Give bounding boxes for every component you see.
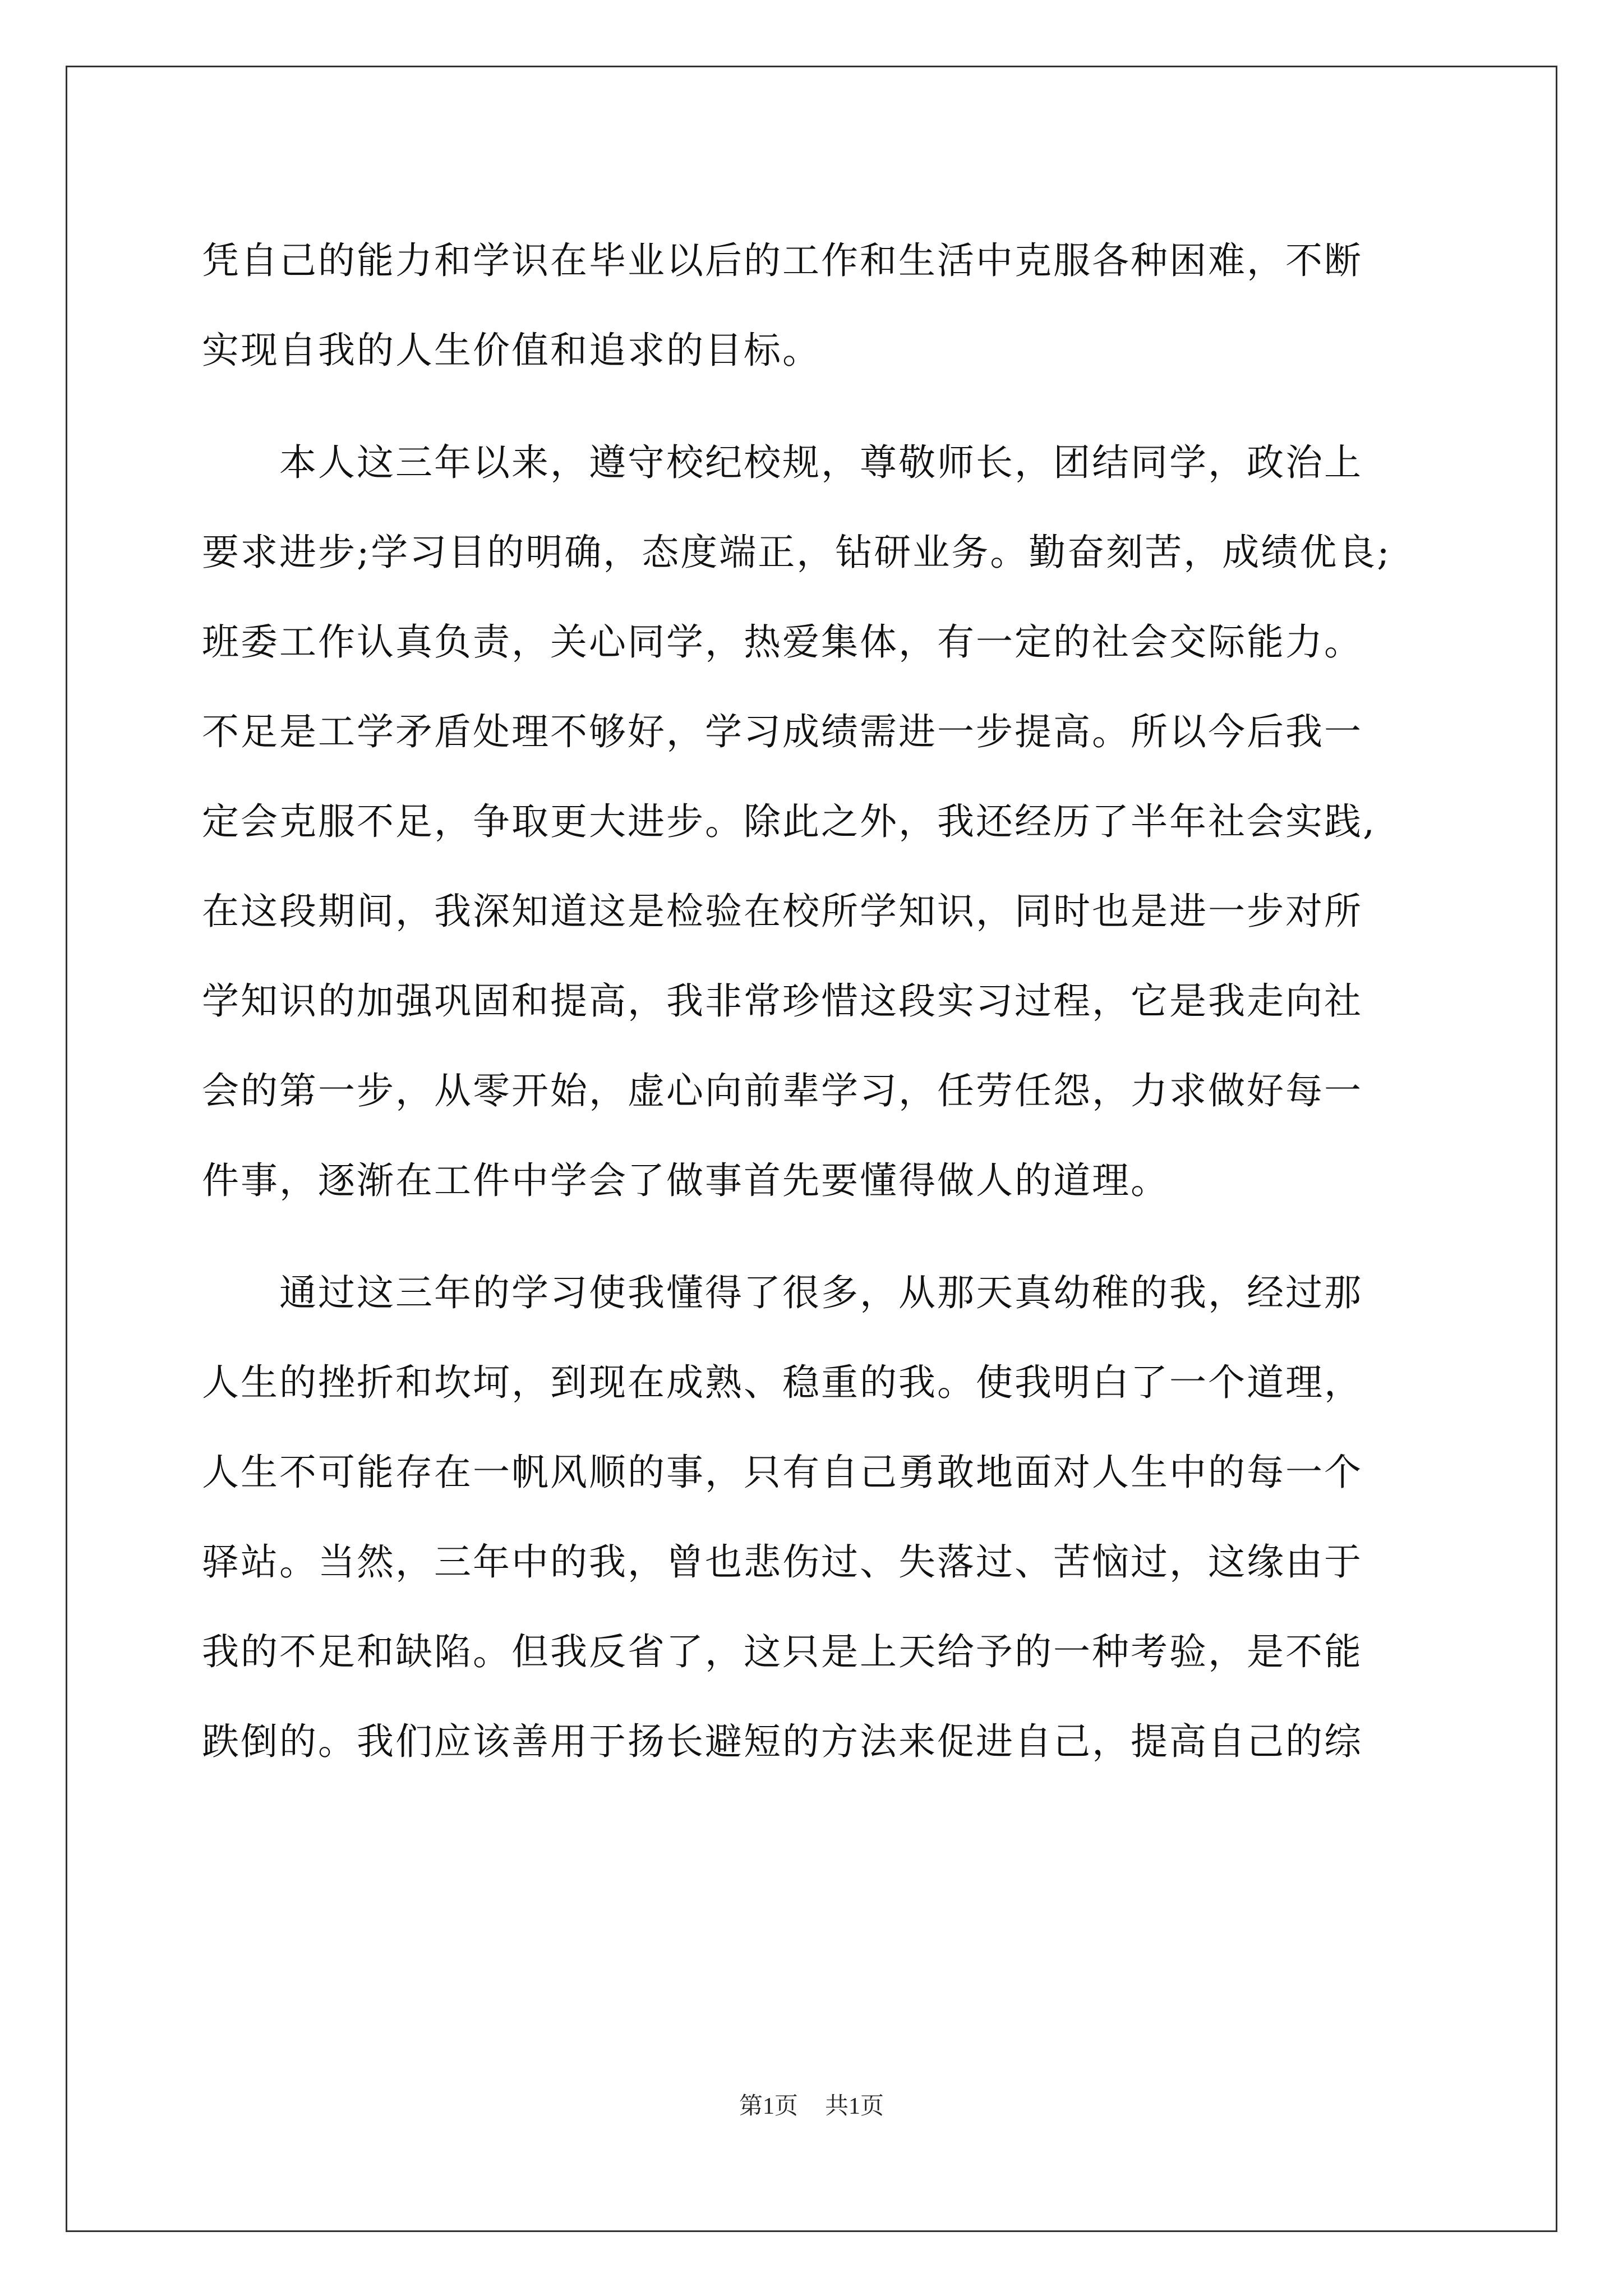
text-line: 我的不足和缺陷。但我反省了，这只是上天给予的一种考验，是不能 [202, 1630, 1363, 1673]
text-line: 跌倒的。我们应该善用于扬长避短的方法来促进自己，提高自己的综 [202, 1720, 1363, 1763]
text-line: 实现自我的人生价值和追求的目标。 [202, 329, 821, 372]
text-line: 人生不可能存在一帆风顺的事，只有自己勇敢地面对人生中的每一个 [202, 1451, 1363, 1494]
paragraph-start-line: 本人这三年以来，遵守校纪校规，尊敬师长，团结同学，政治上 [279, 441, 1363, 484]
document-body [202, 216, 1430, 1787]
paragraph-start-line: 通过这三年的学习使我懂得了很多，从那天真幼稚的我，经过那 [279, 1271, 1363, 1314]
text-line: 班委工作认真负责，关心同学，热爱集体，有一定的社会交际能力。 [202, 620, 1363, 664]
page-footer [0, 2090, 1623, 2123]
page-total: 共1页 [825, 2093, 884, 2119]
text-line: 定会克服不足，争取更大进步。除此之外，我还经历了半年社会实践, [202, 800, 1376, 843]
text-line: 要求进步;学习目的明确，态度端正，钻研业务。勤奋刻苦，成绩优良; [202, 531, 1391, 574]
text-line: 学知识的加强巩固和提高，我非常珍惜这段实习过程，它是我走向社 [202, 979, 1363, 1023]
text-line: 件事，逐渐在工件中学会了做事首先要懂得做人的道理。 [202, 1159, 1169, 1202]
text-line: 会的第一步，从零开始，虚心向前辈学习，任劳任怨，力求做好每一 [202, 1069, 1363, 1112]
text-line: 在这段期间，我深知道这是检验在校所学知识，同时也是进一步对所 [202, 890, 1363, 933]
text-line: 驿站。当然，三年中的我，曾也悲伤过、失落过、苦恼过，这缘由于 [202, 1540, 1363, 1584]
page-number: 第1页 [739, 2093, 798, 2119]
text-line: 人生的挫折和坎坷，到现在成熟、稳重的我。使我明白了一个道理， [202, 1361, 1363, 1404]
text-line: 凭自己的能力和学识在毕业以后的工作和生活中克服各种困难，不断 [202, 239, 1363, 282]
text-line: 不足是工学矛盾处理不够好，学习成绩需进一步提高。所以今后我一 [202, 710, 1363, 753]
